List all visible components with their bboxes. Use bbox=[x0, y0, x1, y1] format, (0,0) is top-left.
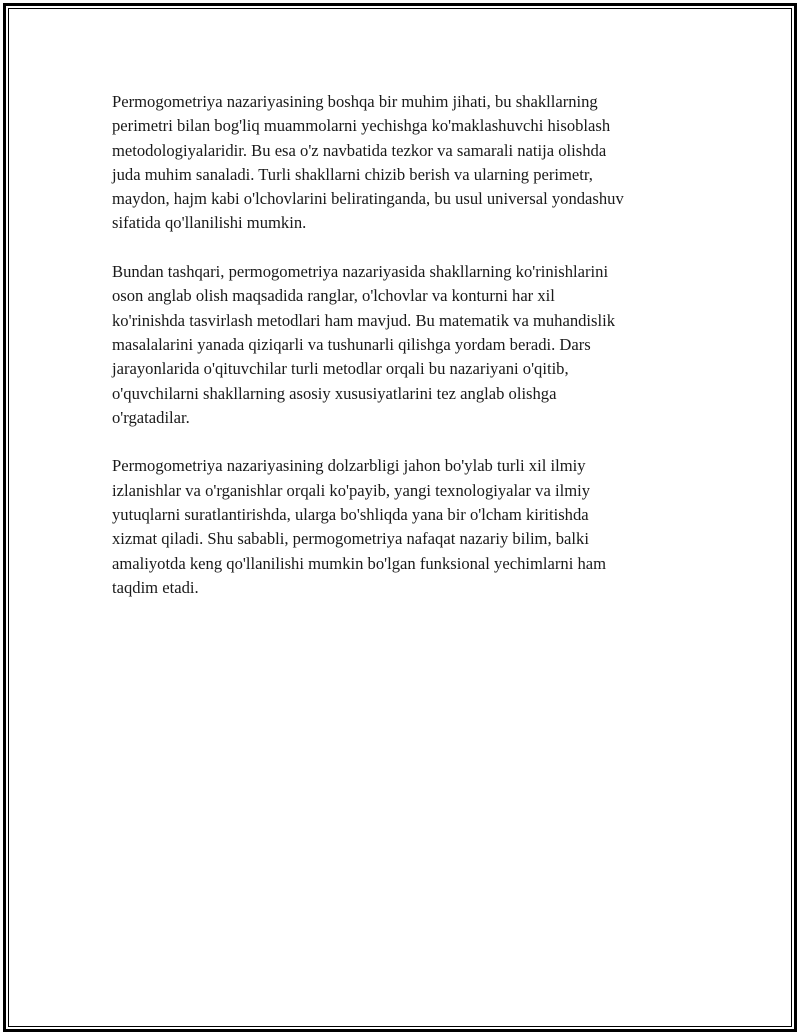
paragraph-2: Bundan tashqari, permogometriya nazariyasida shakllarning ko'rinishlarini oson anglab olish maqsadida ranglar, o'lchovlar va konturni har xil ko'rinishda tasvirlash metodlari ham mavjud. Bu matematik va muhandislik masalalarini yanada qiziqarli va tushunarli qilishga yordam beradi. Dars jarayonlarida o'qituvchilar turli metodlar orqali bu nazariyani o'qitib, o'quvchilarni shakllarning asosiy xususiyatlarini tez anglab olishga o'rgatadilar. bbox=[112, 262, 616, 427]
paragraph-1: Permogometriya nazariyasining boshqa bir muhim jihati, bu shakllarning perimetri bilan bog'liq muammolarni yechishga ko'maklashuvchi hisoblash metodologiyalaridir. Bu esa o'z navbatida tezkor va samarali natija olishda juda muhim sanaladi. Turli shakllarni chizib berish va ularning perimetr, maydon, hajm kabi o'lchovlarini beliratinganda, bu usul universal yondashuv sifatida qo'llanilishi mumkin. bbox=[112, 92, 624, 233]
document-body bbox=[112, 90, 692, 625]
paragraph-3: Permogometriya nazariyasining dolzarbligi jahon bo'ylab turli xil ilmiy izlanishlar va o'rganishlar orqali ko'payib, yangi texnologiyalar va ilmiy yutuqlarni suratlantirishda, ularga bo'shliqda yana bir o'lcham kiritishda xizmat qiladi. Shu sababli, permogometriya nafaqat nazariy bilim, balki amaliyotda keng qo'llanilishi mumkin bo'lgan funksional yechimlarni ham taqdim etadi. bbox=[112, 456, 607, 597]
